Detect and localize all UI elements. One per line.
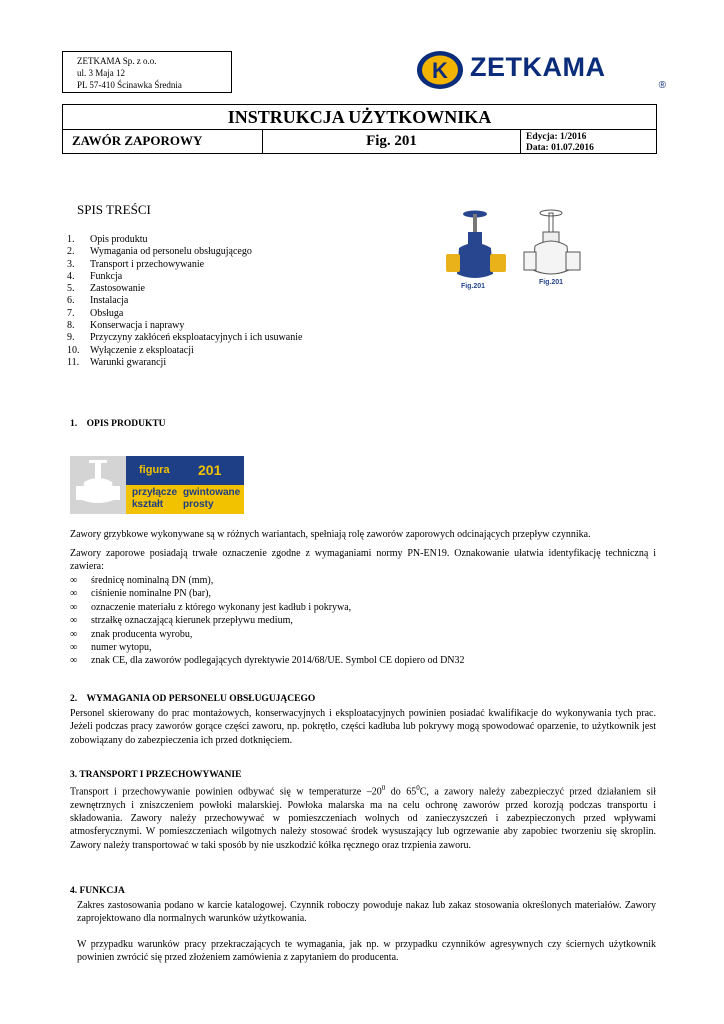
toc-item-number: 7. bbox=[67, 307, 75, 319]
toc-item-number: 8. bbox=[67, 320, 75, 332]
bullet-symbol: ∞ bbox=[70, 628, 78, 640]
bullet-symbol: ∞ bbox=[70, 642, 78, 654]
valve-silhouette-icon bbox=[70, 456, 126, 514]
marking-text: numer wytopu, bbox=[91, 642, 152, 654]
marking-list-item bbox=[70, 654, 656, 667]
valve-photo bbox=[443, 204, 511, 294]
company-name: ZETKAMA Sp. z o.o. bbox=[77, 56, 157, 66]
bullet-symbol: ∞ bbox=[70, 601, 78, 613]
marking-text: strzałkę oznaczającą kierunek przepływu medium, bbox=[91, 615, 293, 627]
toc-item-label: Transport i przechowywanie bbox=[90, 258, 205, 270]
marking-list-item bbox=[70, 587, 656, 600]
image-caption-1: Fig.201 bbox=[460, 283, 486, 290]
figure-card-number: 201 bbox=[198, 462, 222, 478]
figure-number: Fig. 201 bbox=[263, 129, 521, 154]
registered-mark: ® bbox=[658, 80, 666, 91]
toc-item-label: Przyczyny zakłóceń eksploatacyjnych i ich usuwanie bbox=[90, 332, 303, 344]
toc-item bbox=[67, 357, 302, 369]
marking-text: średnicę nominalną DN (mm), bbox=[91, 575, 214, 586]
toc-item-number: 4. bbox=[67, 270, 75, 282]
company-city: PL 57-410 Ścinawka Średnia bbox=[77, 80, 182, 90]
toc-item bbox=[67, 271, 302, 283]
toc-item-number: 1. bbox=[67, 234, 75, 245]
toc-list bbox=[67, 234, 302, 369]
bullet-symbol: ∞ bbox=[70, 655, 78, 667]
figure-card-image bbox=[70, 456, 126, 514]
logo-letter: K bbox=[432, 58, 448, 83]
marking-text: oznaczenie materiału z którego wykonany jest kadłub i pokrywa, bbox=[91, 601, 352, 613]
section-1-paragraph-2: Zawory zaporowe posiadają trwałe oznaczenie zgodne z wymaganiami normy PN-EN19. Oznakowanie ułatwia identyfikację techniczną i zawiera: bbox=[70, 548, 656, 573]
marking-text: znak CE, dla zaworów podlegających dyrektywie 2014/68/UE. Symbol CE dopiero od DN32 bbox=[91, 655, 465, 667]
bullet-symbol: ∞ bbox=[70, 575, 78, 586]
toc-item-label: Konserwacja i naprawy bbox=[90, 320, 185, 332]
marking-list-item bbox=[70, 641, 656, 654]
zetkama-logo bbox=[416, 50, 666, 90]
image-caption-2: Fig.201 bbox=[538, 279, 564, 286]
section-1-heading: 1. OPIS PRODUKTU bbox=[70, 419, 166, 429]
section-4-paragraph-1: Zakres zastosowania podano w karcie katalogowej. Czynnik roboczy powoduje nakaz lub zakaz stosowania określonych materiałów. Zawory zaprojektowano dla normalnych warunków użytkowania. bbox=[77, 900, 656, 925]
toc-item-label: Wyłączenie z eksploatacji bbox=[90, 344, 194, 356]
figure-card bbox=[70, 456, 244, 514]
valve-colored-icon bbox=[443, 204, 511, 294]
section-2-heading: 2. WYMAGANIA OD PERSONELU OBSŁUGUJĄCEGO bbox=[70, 694, 316, 704]
toc-item bbox=[67, 283, 302, 295]
company-street: ul. 3 Maja 12 bbox=[77, 68, 125, 78]
toc-title: SPIS TREŚCI bbox=[77, 202, 151, 217]
toc-item-label: Obsługa bbox=[90, 307, 124, 319]
toc-item-label: Instalacja bbox=[90, 295, 129, 307]
valve-drawing bbox=[521, 204, 589, 294]
figure-card-right: gwintowane prosty bbox=[183, 487, 241, 510]
toc-item-label: Opis produktu bbox=[90, 234, 148, 245]
toc-item-number: 6. bbox=[67, 295, 75, 307]
edition-date: Data: 01.07.2016 bbox=[526, 143, 594, 153]
edition-info bbox=[520, 129, 657, 154]
marking-list-item bbox=[70, 574, 656, 587]
bullet-symbol: ∞ bbox=[70, 615, 78, 627]
toc-item bbox=[67, 295, 302, 307]
toc-item bbox=[67, 308, 302, 320]
product-name: ZAWÓR ZAPOROWY bbox=[63, 129, 263, 154]
logo-k-icon bbox=[416, 50, 464, 90]
section-3-heading: 3. TRANSPORT I PRZECHOWYWANIE bbox=[70, 770, 242, 780]
toc-item-number: 9. bbox=[67, 332, 75, 344]
toc-item bbox=[67, 320, 302, 332]
marking-list-item bbox=[70, 628, 656, 641]
section-3-text: Transport i przechowywanie powinien odbywać się w temperaturze $-20^0$ do $65^0C$, a zawory należy zabezpieczyć przed działaniem sił zewnętrznych i zniszczeniem powłoki malarskiej. Powłoka malarska ma na celu ochronę zaworów przed korozją podczas transportu i składowania. Zawory należy przechowywać w pomieszczeniach wolnych od zanieczyszczeń i zabezpieczonych przed wpływami atmosferycznymi. W pomieszczeniach wilgotnych należy stosować środek wysuszający lub ogrzewanie aby zapobiec tworzeniu się skroplin. Zawory należy transportować w taki sposób by nie uszkodzić kółka ręcznego oraz trzpienia zaworu. bbox=[70, 784, 657, 851]
toc-item bbox=[67, 259, 302, 271]
toc-item-label: Warunki gwarancji bbox=[90, 356, 167, 368]
logo-text: ZETKAMA bbox=[470, 52, 606, 82]
figure-card-left: przyłącze kształt bbox=[132, 487, 178, 510]
marking-list bbox=[70, 574, 656, 668]
toc-item-label: Wymagania od personelu obsługującego bbox=[90, 246, 252, 258]
marking-text: ciśnienie nominalne PN (bar), bbox=[91, 588, 211, 600]
document-header bbox=[62, 104, 657, 154]
toc-item-label: Funkcja bbox=[90, 270, 123, 282]
toc-item bbox=[67, 246, 302, 258]
toc-item bbox=[67, 332, 302, 344]
toc-item-number: 5. bbox=[67, 283, 75, 295]
toc-item bbox=[67, 345, 302, 357]
edition: Edycja: 1/2016 bbox=[526, 132, 587, 142]
company-address-box bbox=[62, 51, 232, 93]
toc-item-number: 11. bbox=[67, 356, 80, 368]
document-title: INSTRUKCJA UŻYTKOWNIKA bbox=[63, 105, 656, 130]
section-1-paragraph-1: Zawory grzybkowe wykonywane są w różnych wariantach, spełniają rolę zaworów zaporowych odcinających przepływ czynnika. bbox=[70, 529, 591, 540]
section-4-heading: 4. FUNKCJA bbox=[70, 886, 125, 896]
toc-item-label: Zastosowanie bbox=[90, 283, 145, 295]
toc-item-number: 2. bbox=[67, 246, 75, 258]
valve-drawing-icon bbox=[521, 204, 589, 294]
figure-card-label: figura bbox=[139, 464, 170, 476]
section-4-paragraph-2: W przypadku warunków pracy przekraczających te wymagania, jak np. w przypadku czynników agresywnych czy ściernych użytkownik powinien zwrócić się przed złożeniem zamówienia z zapytaniem do producenta. bbox=[77, 939, 656, 964]
marking-list-item bbox=[70, 614, 656, 627]
section-2-text: Personel skierowany do prac montażowych, konserwacyjnych i eksploatacyjnych powinien posiadać kwalifikacje do wykonywania tych prac. Jeżeli podczas pracy zaworów gorące części zaworu, np. pokrętło, części kadłuba lub pokrywy mogą spowodować oparzenie, to użytkownik jest zobowiązany do zabezpieczenia ich przed dotknięciem. bbox=[70, 708, 656, 746]
marking-text: znak producenta wyrobu, bbox=[91, 628, 193, 640]
toc-item-number: 3. bbox=[67, 258, 75, 270]
marking-list-item bbox=[70, 601, 656, 614]
toc-item-number: 10. bbox=[67, 344, 80, 356]
bullet-symbol: ∞ bbox=[70, 588, 78, 600]
toc-item bbox=[67, 234, 302, 246]
